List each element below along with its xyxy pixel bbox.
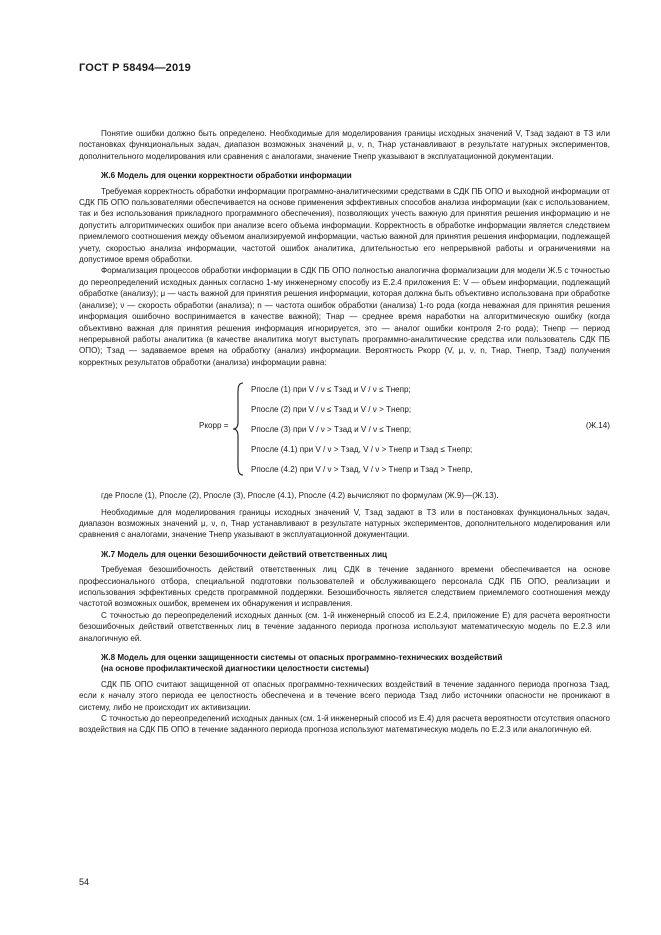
section-heading-zh7: Ж.7 Модель для оценки безошибочности действий ответственных лиц (101, 549, 388, 559)
formula-case-2: Pпосле (2) при V / ν ≤ Tзад и V / ν > Tнепр; (251, 405, 412, 415)
paragraph: С точностью до переопределений исходных данных (см. 1-й инженерный способ из Е.2.4, приложение Е) для расчета вероятности безошибочных действий ответственных лиц в течение заданного периода прогноза используют математическую модель по Е.2.3 или аналогичную ей. (79, 610, 610, 643)
formula-lhs: Pкорр = (199, 421, 229, 431)
paragraph: С точностью до переопределений исходных данных (см. 1-й инженерный способ из Е.4) для расчета вероятности отсутствия опасного воздействия на СДК ПБ ОПО в течение заданного периода прогноза используют математическую модель по Е.2.3 или аналогичную ей. (79, 714, 610, 735)
document-header: ГОСТ Р 58494—2019 (79, 62, 191, 74)
curly-brace-icon (232, 382, 244, 476)
formula-case-1: Pпосле (1) при V / ν ≤ Tзад и V / ν ≤ Tнепр; (251, 385, 411, 395)
paragraph: Необходимые для моделирования границы исходных значений V, Tзад задают в ТЗ или в постановках функциональных задач, диапазон возможных значений μ, ν, n, Tнар устанавливают в результате натурных экспериментов, дополнительного моделирования или сравнения с аналогами, значение Tнепр указывают в эксплуатационной документации. (79, 507, 610, 540)
paragraph: Требуемая безошибочность действий ответственных лиц СДК в течение заданного времени обеспечивается на основе профессионального отбора, специальной подготовки пользователей и обслуживающего персонала СДК ПБ ОПО, реализации и использования эффективных средств программной поддержки. Безошибочность является следствием приемлемого соотношения между частотой возможных ошибок, временем их обнаружения и исправления. (79, 565, 610, 609)
section-heading-zh8: Ж.8 Модель для оценки защищенности системы от опасных программно-технических воздействий (101, 653, 503, 662)
formula-zh14 (79, 380, 610, 482)
paragraph: Формализация процессов обработки информации в СДК ПБ ОПО полностью аналогична формализации для модели Ж.5 с точностью до переопределений исходных данных согласно 1-му инженерному способу из Е.2.4 приложения Е: V — объем информации, подлежащий обработке (анализу); μ — часть важной для принятия решения информации, которая должна быть объективно использована при обработке (анализе); ν — скорость обработки (анализа); n — частота ошибок обработки (анализа) 1-го рода (когда неважная для принятия решения информация ошибочно воспринимается в качестве важной); Tнар — среднее время наработки на алгоритмическую ошибку (когда объективно важная для принятия решения информация игнорируется, это — аналог ошибки контроля 2-го рода); Tнепр — период непрерывной работы аналитика (в качестве аналитика могут выступать программно-аналитические средства или пользователь СДК ПБ ОПО); Tзад — задаваемое время на обработку (анализ) информации. Вероятность Pкорр (V, μ, ν, n, Tнар, Tнепр, Tзад) получения корректных результатов обработки (анализа) информации равна: (79, 266, 610, 367)
paragraph: где Pпосле (1), Pпосле (2), Pпосле (3), Pпосле (4.1), Pпосле (4.2) вычисляют по формулам (Ж.9)—(Ж.13). (101, 491, 499, 501)
formula-case-3: Pпосле (3) при V / ν > Tзад и V / ν ≤ Tнепр; (251, 425, 412, 435)
paragraph: Понятие ошибки должно быть определено. Необходимые для моделирования границы исходных значений V, Tзад задают в ТЗ или постановках функциональных задач, диапазон возможных значений μ, ν, n, Tнар устанавливают в результате натурных экспериментов, дополнительного моделирования или сравнения с аналогами, значение Tнепр указывают в эксплуатационной документации. (79, 129, 610, 161)
formula-case-4-1: Pпосле (4.1) при V / ν > Tзад, V / ν > Tнепр и Tзад ≤ Tнепр; (251, 445, 473, 455)
page-number: 54 (79, 877, 90, 887)
section-heading-zh6: Ж.6 Модель для оценки корректности обработки информации (101, 171, 352, 181)
paragraph: Требуемая корректность обработки информации программно-аналитическими средствами в СДК ПБ ОПО и выходной информации от СДК ПБ ОПО пользователями обеспечивается на основе применения эффективных способов анализа информации (как с использованием, так и без использования прикладного программного обеспечения), позволяющих учесть важную для принятия решения информацию и не допустить алгоритмических ошибок при анализе всего объема информации. Корректность в обработке информации является следствием приемлемого соотношения между объемом анализируемой информации, частью важной для принятия решения информации, подлежащей учету, скоростью анализа информации, частотой ошибок аналитика, длительностью его непрерывной работы и ограничениями на допустимое время обработки. (79, 186, 610, 265)
paragraph: СДК ПБ ОПО считают защищенной от опасных программно-технических воздействий в течение заданного периода прогноза Tзад, если к началу этого периода ее целостность обеспечена и в течение всего периода Tзад либо источники опасности не проникают в систему, либо не происходит их активизации. (79, 679, 610, 712)
formula-case-4-2: Pпосле (4.2) при V / ν > Tзад, V / ν > Tнепр и Tзад > Tнепр, (251, 465, 473, 475)
formula-cases (251, 380, 473, 480)
document-body (79, 128, 610, 736)
section-heading-zh8-subtitle: (на основе профилактической диагностики целостности системы) (101, 664, 369, 674)
formula-number: (Ж.14) (585, 421, 610, 431)
